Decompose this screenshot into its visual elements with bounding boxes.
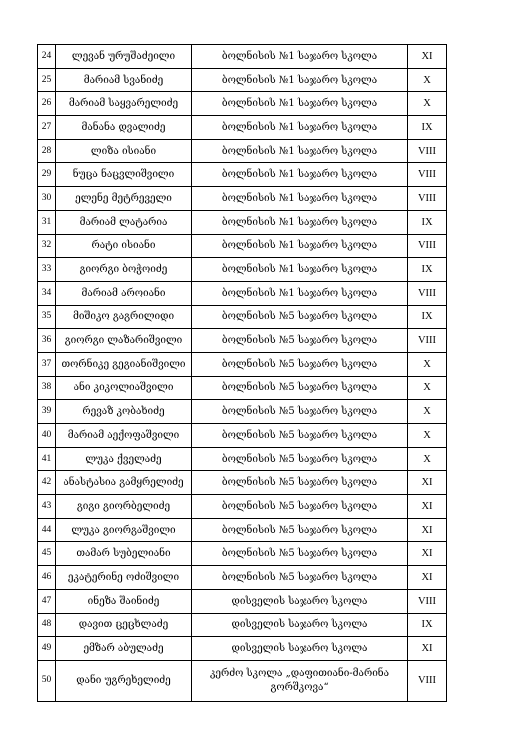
student-name-cell: ეკატერინე ოძიშვილი: [56, 566, 192, 590]
grade-cell: XI: [408, 45, 447, 69]
table-row: [38, 424, 447, 448]
row-number-cell: 35: [38, 305, 56, 329]
student-name-cell: ლიზა ისიანი: [56, 139, 192, 163]
grade-cell: IX: [408, 613, 447, 637]
student-name-cell: გიორგი ლაზარიშვილი: [56, 329, 192, 353]
grade-cell: IX: [408, 305, 447, 329]
school-name-cell: ბოლნისის №1 საჯარო სკოლა: [192, 187, 408, 211]
grade-cell: IX: [408, 258, 447, 282]
grade-cell: X: [408, 376, 447, 400]
student-name-cell: რატი ისიანი: [56, 234, 192, 258]
table-row: [38, 116, 447, 140]
school-name-cell: ბოლნისის №1 საჯარო სკოლა: [192, 258, 408, 282]
table-row: [38, 210, 447, 234]
participants-table-body: [38, 45, 447, 702]
grade-cell: VIII: [408, 187, 447, 211]
row-number-cell: 38: [38, 376, 56, 400]
grade-cell: VIII: [408, 329, 447, 353]
student-name-cell: თორნიკე გეგიანიშვილი: [56, 352, 192, 376]
table-row: [38, 305, 447, 329]
school-name-cell: ბოლნისის №5 საჯარო სკოლა: [192, 471, 408, 495]
grade-cell: IX: [408, 116, 447, 140]
table-row: [38, 400, 447, 424]
student-name-cell: გიგი გიორბელიძე: [56, 495, 192, 519]
school-name-cell: ბოლნისის №1 საჯარო სკოლა: [192, 139, 408, 163]
row-number-cell: 39: [38, 400, 56, 424]
row-number-cell: 33: [38, 258, 56, 282]
school-name-cell: ბოლნისის №1 საჯარო სკოლა: [192, 68, 408, 92]
row-number-cell: 31: [38, 210, 56, 234]
row-number-cell: 42: [38, 471, 56, 495]
grade-cell: VIII: [408, 139, 447, 163]
table-row: [38, 68, 447, 92]
row-number-cell: 29: [38, 163, 56, 187]
row-number-cell: 45: [38, 542, 56, 566]
student-name-cell: ლევან ურუშაძეილი: [56, 45, 192, 69]
school-name-cell: ბოლნისის №5 საჯარო სკოლა: [192, 518, 408, 542]
grade-cell: X: [408, 424, 447, 448]
school-name-cell: ბოლნისის №5 საჯარო სკოლა: [192, 542, 408, 566]
table-row: [38, 637, 447, 661]
student-name-cell: გიორგი ბოჭოიძე: [56, 258, 192, 282]
row-number-cell: 34: [38, 281, 56, 305]
student-name-cell: მარიამ სვანიძე: [56, 68, 192, 92]
grade-cell: X: [408, 68, 447, 92]
school-name-cell: დისველის საჯარო სკოლა: [192, 613, 408, 637]
school-name-cell: ბოლნისის №5 საჯარო სკოლა: [192, 566, 408, 590]
table-row: [38, 566, 447, 590]
row-number-cell: 48: [38, 613, 56, 637]
school-name-cell: ბოლნისის №1 საჯარო სკოლა: [192, 116, 408, 140]
table-row: [38, 542, 447, 566]
school-name-cell: ბოლნისის №1 საჯარო სკოლა: [192, 210, 408, 234]
school-name-cell: ბოლნისის №1 საჯარო სკოლა: [192, 92, 408, 116]
row-number-cell: 49: [38, 637, 56, 661]
school-name-cell: ბოლნისის №1 საჯარო სკოლა: [192, 281, 408, 305]
grade-cell: X: [408, 400, 447, 424]
table-row: [38, 329, 447, 353]
row-number-cell: 24: [38, 45, 56, 69]
school-name-cell: ბოლნისის №1 საჯარო სკოლა: [192, 163, 408, 187]
school-name-cell: ბოლნისის №1 საჯარო სკოლა: [192, 234, 408, 258]
row-number-cell: 40: [38, 424, 56, 448]
table-row: [38, 613, 447, 637]
table-row: [38, 281, 447, 305]
row-number-cell: 46: [38, 566, 56, 590]
student-name-cell: ანი კიკოლიაშვილი: [56, 376, 192, 400]
table-row: [38, 447, 447, 471]
table-row: [38, 471, 447, 495]
grade-cell: XI: [408, 471, 447, 495]
school-name-cell: ბოლნისის №5 საჯარო სკოლა: [192, 352, 408, 376]
table-row: [38, 187, 447, 211]
school-name-cell: ბოლნისის №5 საჯარო სკოლა: [192, 424, 408, 448]
student-name-cell: ლუკა ქველაძე: [56, 447, 192, 471]
row-number-cell: 28: [38, 139, 56, 163]
grade-cell: XI: [408, 495, 447, 519]
row-number-cell: 26: [38, 92, 56, 116]
student-name-cell: დავით ცეცხლაძე: [56, 613, 192, 637]
school-name-cell: ბოლნისის №1 საჯარო სკოლა: [192, 45, 408, 69]
student-name-cell: მიშიკო გაგრილიდი: [56, 305, 192, 329]
school-name-cell: დისველის საჯარო სკოლა: [192, 637, 408, 661]
table-row: [38, 258, 447, 282]
grade-cell: XI: [408, 637, 447, 661]
student-name-cell: ინეზა შაინიძე: [56, 589, 192, 613]
grade-cell: VIII: [408, 163, 447, 187]
table-row: [38, 495, 447, 519]
row-number-cell: 44: [38, 518, 56, 542]
student-name-cell: მარიამ ლატარია: [56, 210, 192, 234]
row-number-cell: 32: [38, 234, 56, 258]
row-number-cell: 36: [38, 329, 56, 353]
table-row: [38, 234, 447, 258]
grade-cell: VIII: [408, 589, 447, 613]
row-number-cell: 43: [38, 495, 56, 519]
participants-table: [37, 44, 447, 702]
grade-cell: VIII: [408, 234, 447, 258]
table-row: [38, 45, 447, 69]
grade-cell: VIII: [408, 281, 447, 305]
student-name-cell: რევაზ კობახიძე: [56, 400, 192, 424]
table-row: [38, 92, 447, 116]
student-name-cell: ელენე მეტრეველი: [56, 187, 192, 211]
table-row: [38, 589, 447, 613]
grade-cell: VIII: [408, 660, 447, 701]
student-name-cell: ემზარ აბულაძე: [56, 637, 192, 661]
school-name-cell: ბოლნისის №5 საჯარო სკოლა: [192, 376, 408, 400]
table-row: [38, 660, 447, 701]
grade-cell: X: [408, 92, 447, 116]
row-number-cell: 37: [38, 352, 56, 376]
student-name-cell: ანასტასია გამყრელიძე: [56, 471, 192, 495]
row-number-cell: 50: [38, 660, 56, 701]
student-name-cell: დანი უგრეხელიძე: [56, 660, 192, 701]
row-number-cell: 41: [38, 447, 56, 471]
student-name-cell: ლუკა გიორგაშვილი: [56, 518, 192, 542]
table-row: [38, 139, 447, 163]
grade-cell: XI: [408, 542, 447, 566]
student-name-cell: მანანა დვალიძე: [56, 116, 192, 140]
table-row: [38, 518, 447, 542]
grade-cell: IX: [408, 210, 447, 234]
table-row: [38, 376, 447, 400]
school-name-cell: დისველის საჯარო სკოლა: [192, 589, 408, 613]
school-name-cell: ბოლნისის №5 საჯარო სკოლა: [192, 305, 408, 329]
student-name-cell: თამარ სუბელიანი: [56, 542, 192, 566]
row-number-cell: 27: [38, 116, 56, 140]
row-number-cell: 47: [38, 589, 56, 613]
school-name-cell: ბოლნისის №5 საჯარო სკოლა: [192, 400, 408, 424]
school-name-cell: ბოლნისის №5 საჯარო სკოლა: [192, 447, 408, 471]
student-name-cell: მარიამ აროიანი: [56, 281, 192, 305]
grade-cell: X: [408, 352, 447, 376]
student-name-cell: მარიამ საყვარელიძე: [56, 92, 192, 116]
school-name-cell: კერძო სკოლა „დაფითიანი-მარინა გორშკოვა“: [192, 660, 408, 701]
grade-cell: XI: [408, 566, 447, 590]
grade-cell: X: [408, 447, 447, 471]
school-name-cell: ბოლნისის №5 საჯარო სკოლა: [192, 495, 408, 519]
row-number-cell: 25: [38, 68, 56, 92]
school-name-cell: ბოლნისის №5 საჯარო სკოლა: [192, 329, 408, 353]
student-name-cell: მარიამ აექოფაშვილი: [56, 424, 192, 448]
row-number-cell: 30: [38, 187, 56, 211]
table-row: [38, 352, 447, 376]
grade-cell: XI: [408, 518, 447, 542]
table-row: [38, 163, 447, 187]
student-name-cell: ნუცა ნაცვლიშვილი: [56, 163, 192, 187]
